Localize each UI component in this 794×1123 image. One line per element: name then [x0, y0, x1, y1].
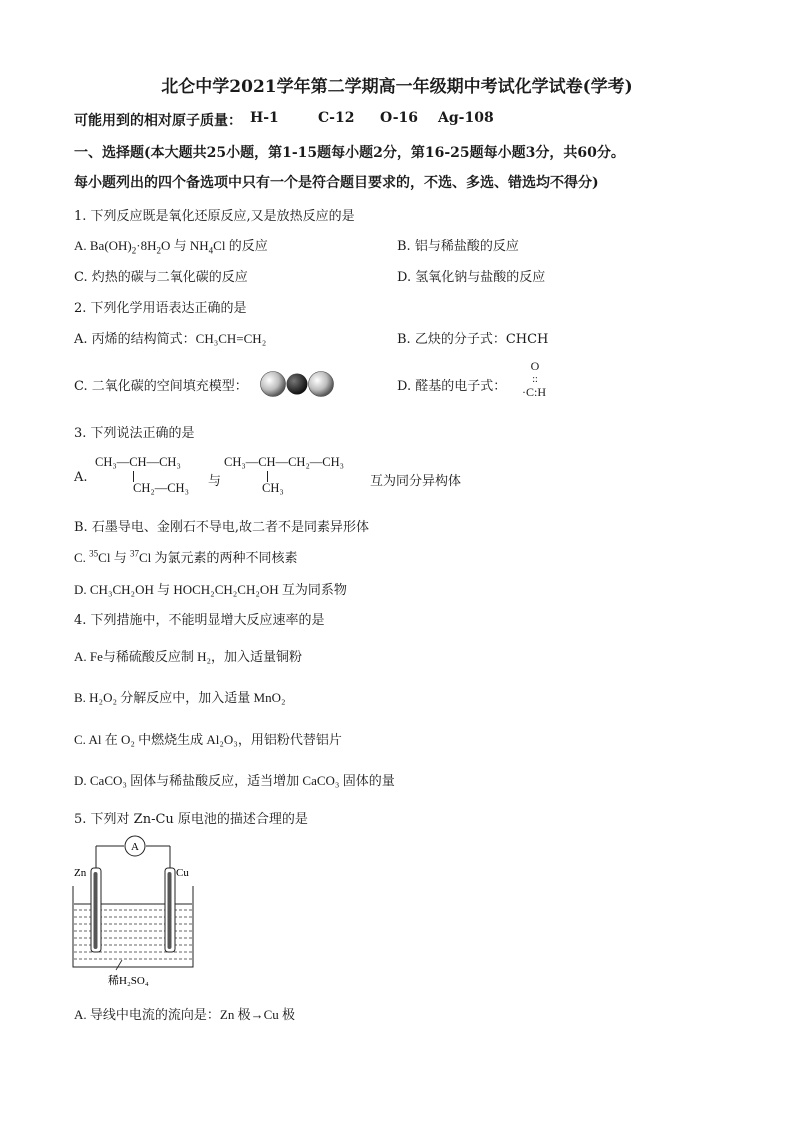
q4-option-a: A. Fe与稀硫酸反应制 H₂，加入适量铜粉	[74, 649, 303, 664]
q1-option-c: C. 灼热的碳与二氧化碳的反应	[74, 270, 248, 285]
q2-stem: 2. 下列化学用语表达正确的是	[74, 301, 247, 316]
oxygen-atom-right	[309, 372, 334, 397]
mass-o: O-16	[380, 110, 419, 126]
q2-option-d: D. 醛基的电子式：	[397, 379, 507, 394]
mass-ag: Ag-108	[438, 110, 494, 126]
q5-option-a: A. 导线中电流的流向是：Zn 极→Cu 极	[74, 1007, 296, 1022]
structure-1-top: CH₃—CH—CH₃	[95, 455, 181, 469]
q4-option-b: B. H₂O₂ 分解反应中，加入适量 MnO₂	[74, 690, 286, 705]
section-header-line1: 一、选择题(本大题共25小题，第1-15题每小题2分，第16-25题每小题3分，共60分。	[74, 145, 625, 161]
q3-stem: 3. 下列说法正确的是	[74, 426, 195, 441]
q4-stem: 4. 下列措施中，不能明显增大反应速率的是	[74, 613, 325, 628]
q4-option-c: C. Al 在 O₂ 中燃烧生成 Al₂O₃，用铝粉代替铝片	[74, 732, 342, 747]
q1-option-d: D. 氢氧化钠与盐酸的反应	[397, 270, 546, 285]
co2-space-filling-model	[258, 370, 336, 398]
q2-option-a: A. 丙烯的结构简式：CH₃CH=CH₂	[74, 331, 267, 347]
cu-electrode-core	[168, 872, 172, 949]
mass-c: C-12	[318, 110, 355, 126]
q1-stem: 1. 下列反应既是氧化还原反应,又是放热反应的是	[74, 209, 355, 224]
zn-electrode-core	[94, 872, 98, 949]
q2-option-b: B. 乙炔的分子式：CHCH	[397, 332, 549, 347]
structure-1-bottom: CH₂—CH₃	[133, 481, 189, 495]
q3-option-a-end: 互为同分异构体	[370, 474, 462, 489]
acid-label: 稀H₂SO₄	[108, 975, 149, 987]
q1-option-b: B. 铝与稀盐酸的反应	[397, 239, 519, 254]
zn-label: Zn	[74, 867, 87, 879]
q4-option-d: D. CaCO₃ 固体与稀盐酸反应，适当增加 CaCO₃ 固体的量	[74, 773, 395, 788]
q3-option-c: C. $^{35}$Cl 与 $^{37}$Cl 为氯元素的两种不同核素	[74, 548, 298, 565]
cu-label: Cu	[176, 867, 189, 879]
q2-option-c: C. 二氧化碳的空间填充模型：	[74, 379, 248, 394]
page-title: 北仑中学2021学年第二学期高一年级期中考试化学试卷(学考)	[161, 77, 633, 97]
galvanic-cell-diagram	[66, 832, 206, 992]
q3-option-d: D. CH₃CH₂OH 与 HOCH₂CH₂CH₂OH 互为同系物	[74, 582, 347, 597]
q3-option-b: B. 石墨导电、金刚石不导电,故二者不是同素异形体	[74, 520, 369, 535]
structure-2-top: CH₃—CH—CH₂—CH₃	[224, 455, 345, 469]
carbon-atom	[287, 374, 308, 395]
q3-with: 与	[208, 474, 222, 489]
section-header-line2: 每小题列出的四个备选项中只有一个是符合题目要求的，不选、多选、错选均不得分)	[74, 175, 599, 191]
q3-option-a-label: A.	[74, 470, 88, 485]
structure-2-bottom: CH₃	[262, 481, 284, 495]
ammeter-label: A	[131, 841, 139, 853]
atomic-masses-label: 可能用到的相对原子质量：	[74, 113, 242, 129]
aldehyde-electron-formula: O :: ·C:H	[522, 359, 546, 399]
oxygen-atom-left	[261, 372, 286, 397]
q1-option-a: A. $Ba(OH)_2\cdot 8H_2O$ 与 $NH_4Cl$ 的反应	[74, 238, 268, 256]
q5-stem: 5. 下列对 Zn-Cu 原电池的描述合理的是	[74, 812, 308, 827]
mass-h: H-1	[250, 110, 279, 126]
